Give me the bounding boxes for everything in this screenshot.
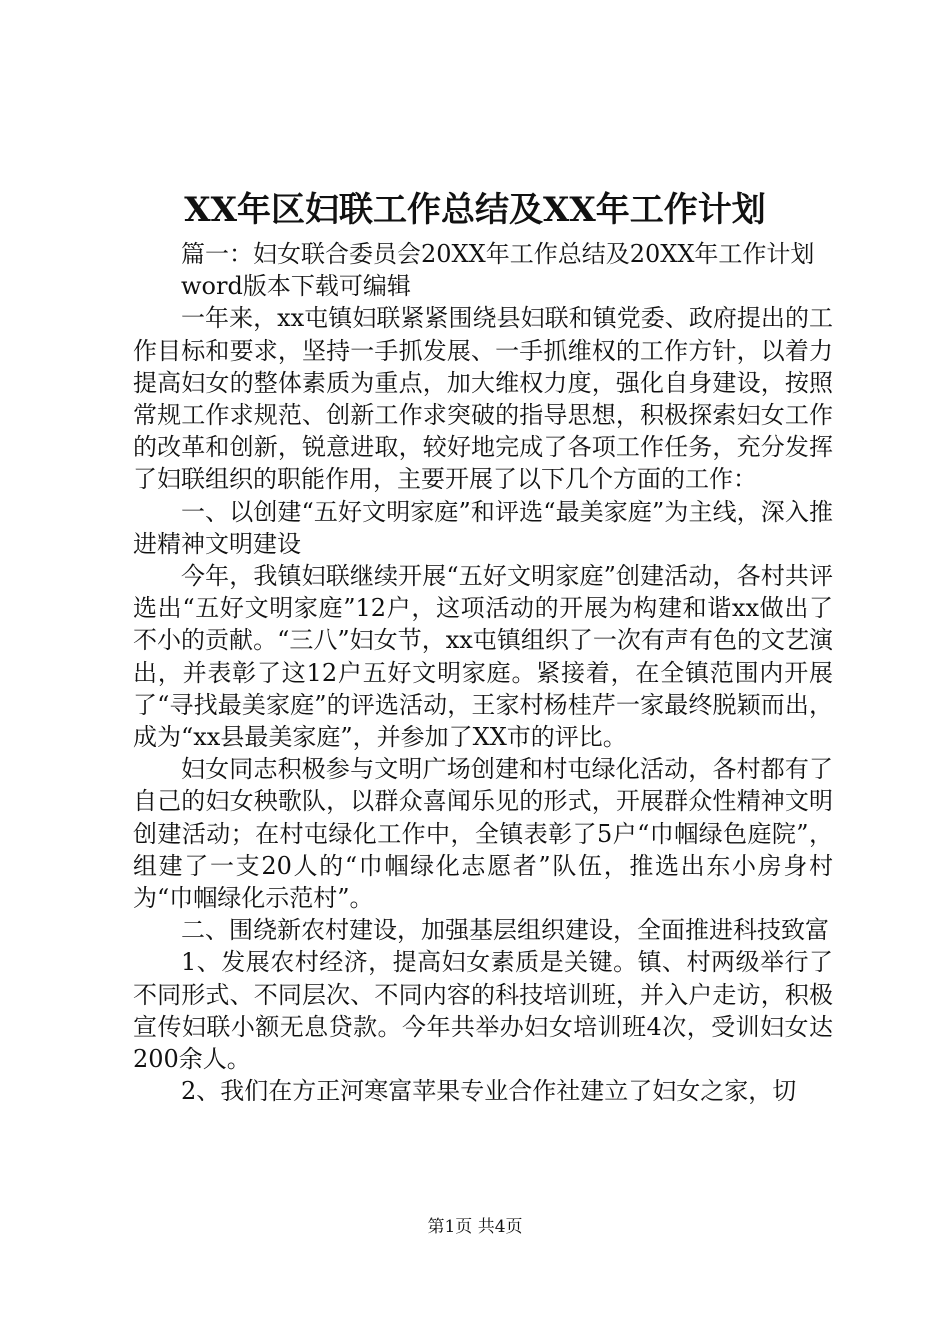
page-footer: 第1页 共4页 [427,1217,523,1237]
paragraph-heading-one: 一、以创建“五好文明家庭”和评选“最美家庭”为主线，深入推进精神文明建设 [133,497,833,558]
paragraph-greening: 妇女同志积极参与文明广场创建和村屯绿化活动，各村都有了自己的妇女秧歌队，以群众喜闻乐见的形式，开展群众性精神文明创建活动；在村屯绿化工作中，全镇表彰了5户“巾帼绿色庭院”，组建了一支20人的“巾帼绿化志愿者”队伍，推选出东小房身村为“巾帼绿化示范村”。 [133,755,833,913]
paragraph-family-activities: 今年，我镇妇联继续开展“五好文明家庭”创建活动，各村共评选出“五好文明家庭”12户，这项活动的开展为构建和谐xx做出了不小的贡献。“三八”妇女节，xx屯镇组织了一次有声有色的文艺演出，并表彰了这12户五好文明家庭。紧接着，在全镇范围内开展了“寻找最美家庭”的评选活动，王家村杨桂芹一家最终脱颖而出，成为“xx县最美家庭”，并参加了XX市的评比。 [133,562,833,752]
paragraph-download-note: word版本下载可编辑 [181,272,411,301]
paragraph-section-heading: 篇一：妇女联合委员会20XX年工作总结及20XX年工作计划 [181,240,815,268]
paragraph-item-two: 2、我们在方正河寒富苹果专业合作社建立了妇女之家，切 [181,1077,797,1106]
paragraph-heading-two: 二、围绕新农村建设，加强基层组织建设，全面推进科技致富 [181,916,829,945]
document-title: XX年区妇联工作总结及XX年工作计划 [184,190,766,230]
paragraph-intro: 一年来，xx屯镇妇联紧紧围绕县妇联和镇党委、政府提出的工作目标和要求，坚持一手抓发展、一手抓维权的工作方针，以着力提高妇女的整体素质为重点，加大维权力度，强化自身建设，按照常规工作求规范、创新工作求突破的指导思想，积极探索妇女工作的改革和创新，锐意进取，较好地完成了各项工作任务，充分发挥了妇联组织的职能作用，主要开展了以下几个方面的工作： [133,304,833,494]
paragraph-item-one: 1、发展农村经济，提高妇女素质是关键。镇、村两级举行了不同形式、不同层次、不同内容的科技培训班，并入户走访，积极宣传妇联小额无息贷款。今年共举办妇女培训班4次，受训妇女达200余人。 [133,948,833,1074]
document-body [133,238,833,1107]
